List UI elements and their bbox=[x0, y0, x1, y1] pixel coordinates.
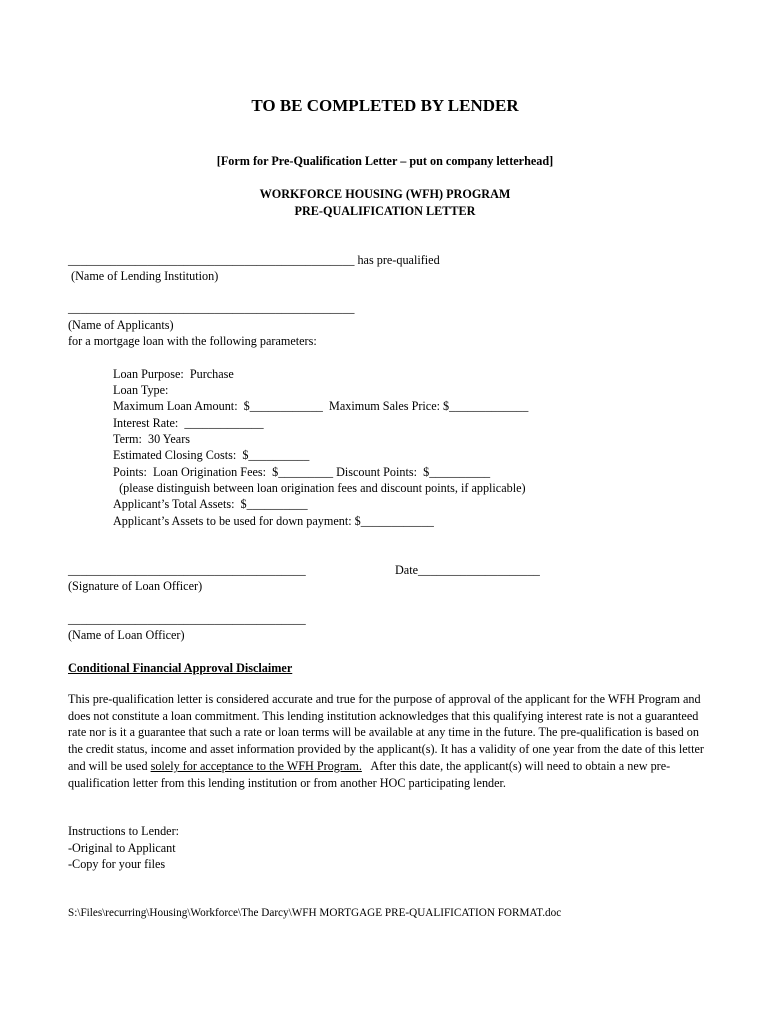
disclaimer-heading: Conditional Financial Approval Disclaimer bbox=[68, 661, 293, 675]
mortgage-intro: for a mortgage loan with the following parameters: bbox=[68, 334, 317, 348]
param-term: Term: 30 Years bbox=[113, 432, 191, 446]
signature-caption: (Signature of Loan Officer) bbox=[68, 579, 203, 593]
instruction-copy: -Copy for your files bbox=[68, 857, 166, 871]
officer-caption: (Name of Loan Officer) bbox=[68, 628, 185, 642]
param-down-payment-assets: Applicant’s Assets to be used for down payment: $____________ bbox=[113, 514, 434, 528]
file-path-footer: S:\Files\recurring\Housing\Workforce\The Darcy\WFH MORTGAGE PRE-QUALIFICATION FORMAT.doc bbox=[68, 907, 562, 919]
param-interest-rate: Interest Rate: _____________ bbox=[113, 416, 264, 430]
param-loan-type: Loan Type: bbox=[113, 383, 169, 397]
instruction-original: -Original to Applicant bbox=[68, 841, 176, 855]
disclaimer-text-part1: This pre-qualification letter is considered accurate and true for the purpose of approval of the applicant for the WFH Program and does not constitute a loan commitment. This lending institution acknowledges that this qualifying interest rate is not a guaranteed rate nor is it a guarantee that such a rate or loan terms will be available at any time in the future. The pre-qualification is based on the credit status, income and asset information provided by the applicant(s). It has a validity of one year from the date of this letter and will be used bbox=[68, 692, 704, 773]
disclaimer-text-underlined: solely for acceptance to the WFH Program. bbox=[150, 758, 362, 773]
param-points: Points: Loan Origination Fees: $_________ Discount Points: $__________ bbox=[113, 465, 491, 479]
page-title: TO BE COMPLETED BY LENDER bbox=[251, 96, 519, 115]
lender-caption: (Name of Lending Institution) bbox=[68, 269, 219, 283]
form-note: [Form for Pre-Qualification Letter – put on company letterhead] bbox=[216, 154, 554, 168]
letter-heading: PRE-QUALIFICATION LETTER bbox=[294, 204, 476, 218]
param-loan-purpose: Loan Purpose: Purchase bbox=[113, 367, 234, 381]
lender-blank-line: _______________________________________________ has pre-qualified bbox=[68, 253, 440, 267]
param-total-assets: Applicant’s Total Assets: $__________ bbox=[113, 497, 308, 511]
disclaimer-paragraph bbox=[68, 691, 708, 791]
signature-blank-line: _______________________________________ bbox=[68, 563, 306, 577]
applicants-blank-line: _______________________________________________ bbox=[68, 301, 355, 315]
date-blank-line: Date____________________ bbox=[395, 563, 540, 577]
instructions-heading: Instructions to Lender: bbox=[68, 824, 180, 838]
program-heading: WORKFORCE HOUSING (WFH) PROGRAM bbox=[259, 187, 511, 201]
param-max-loan: Maximum Loan Amount: $____________ Maximum Sales Price: $_____________ bbox=[113, 399, 529, 413]
disclaimer-text-part2: After this date, the applicant(s) will need to obtain a new pre-qualification letter from this lending institution or from another HOC participating lender. bbox=[68, 758, 671, 790]
param-closing-costs: Estimated Closing Costs: $__________ bbox=[113, 448, 310, 462]
applicants-caption: (Name of Applicants) bbox=[68, 318, 174, 332]
officer-blank-line: _______________________________________ bbox=[68, 612, 306, 626]
param-points-note: (please distinguish between loan origination fees and discount points, if applicable) bbox=[113, 481, 526, 495]
